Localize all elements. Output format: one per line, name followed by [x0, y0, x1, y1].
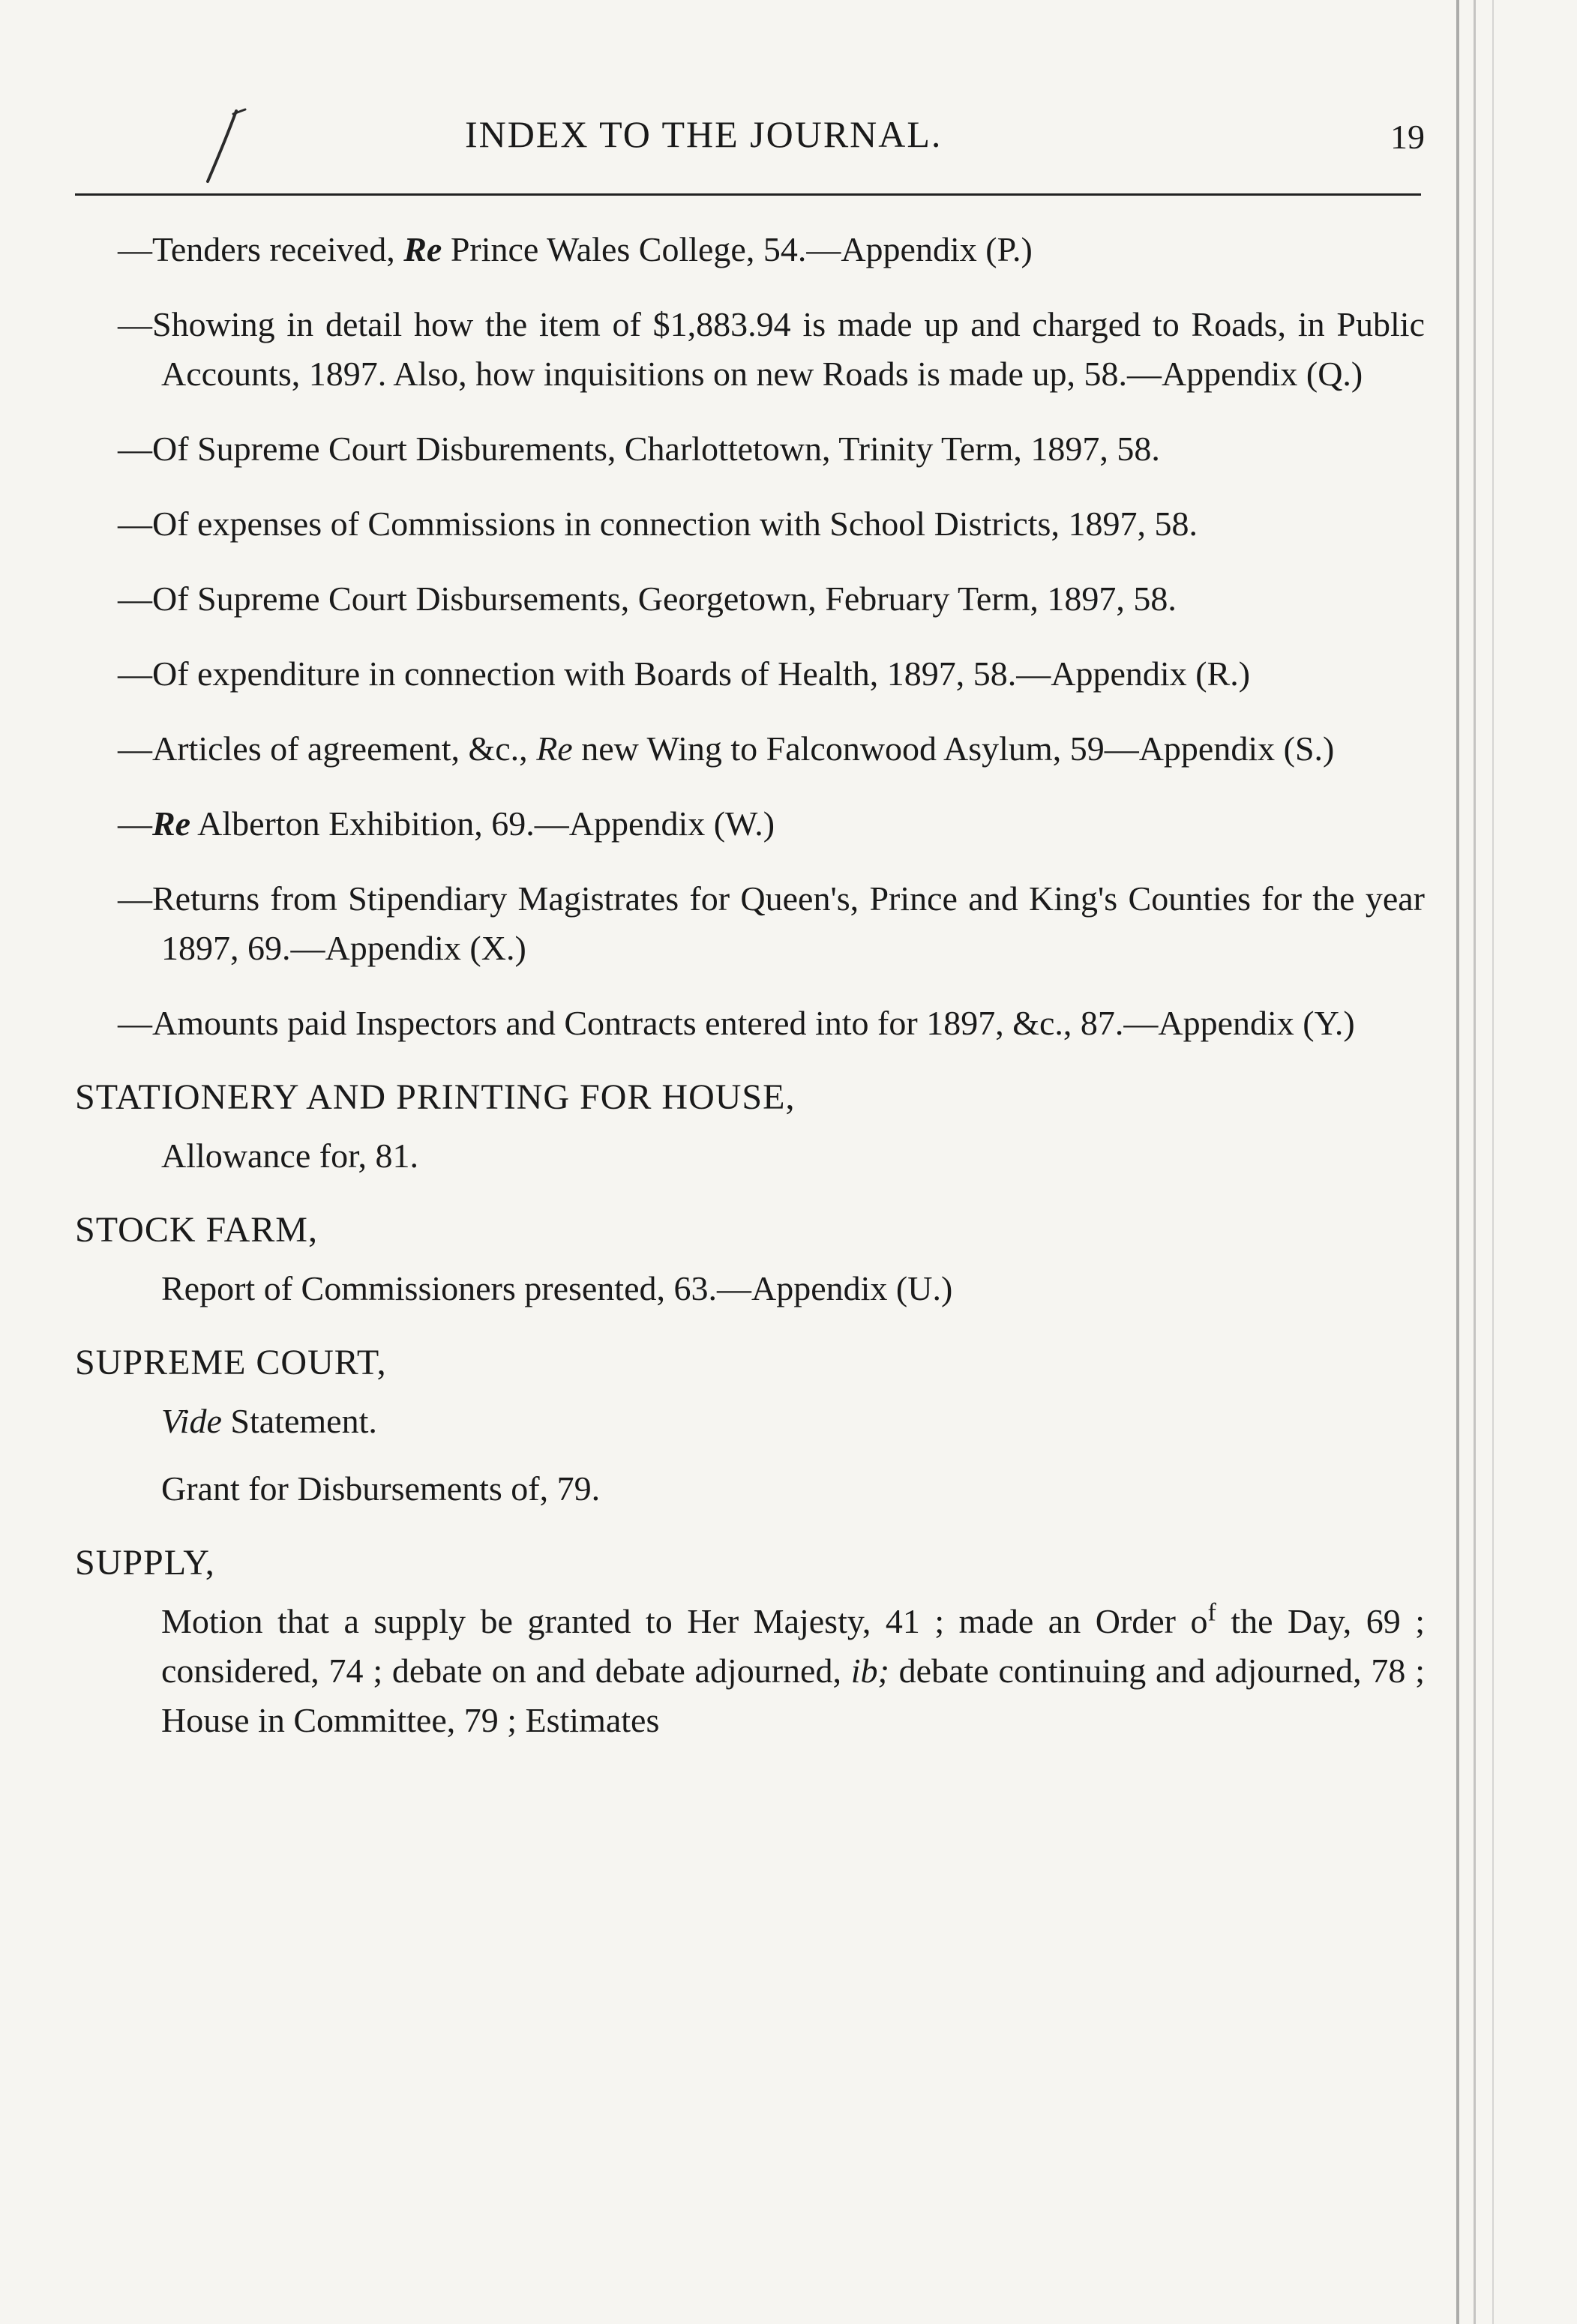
- section-heading-supply: SUPPLY,: [75, 1543, 215, 1583]
- index-entry: —Of Supreme Court Disburements, Charlottetown, Trinity Term, 1897, 58.: [118, 430, 1160, 468]
- index-entry: —Of Supreme Court Disbursements, Georgetown, February Term, 1897, 58.: [118, 580, 1177, 618]
- header-rule: [75, 193, 1421, 196]
- page-header: [75, 112, 1425, 157]
- sub-entry-paragraph: Motion that a supply be granted to Her Majesty, 41 ; made an Order $o^f$ the Day, 69 ; considered, 74 ; debate on and debate adjourned, ib; debate continuing and adjourned, 78 ; House in Committee, 79 ; Estimates: [161, 1598, 1425, 1739]
- sub-entry: Vide Statement.: [161, 1402, 377, 1440]
- section-heading-supreme-court: SUPREME COURT,: [75, 1343, 387, 1382]
- index-entry: —Tenders received, Re Prince Wales College, 54.—Appendix (P.): [118, 230, 1033, 268]
- binding-edge-line: [1474, 0, 1476, 2324]
- index-content: [75, 225, 1425, 1745]
- index-entry: —Showing in detail how the item of $1,883.94 is made up and charged to Roads, in Public Accounts, 1897. Also, how inquisitions on new Roads is made up, 58.—Appendix (Q.): [118, 305, 1425, 393]
- page-number: 19: [1390, 118, 1425, 156]
- page-title: INDEX TO THE JOURNAL.: [465, 113, 943, 155]
- sub-entry: Grant for Disbursements of, 79.: [161, 1469, 601, 1508]
- section-heading-stationery: STATIONERY AND PRINTING FOR HOUSE,: [75, 1077, 796, 1117]
- binding-edge-line: [1456, 0, 1459, 2324]
- index-entry: —Re Alberton Exhibition, 69.—Appendix (W.): [118, 804, 775, 843]
- index-entry: —Of expenditure in connection with Boards of Health, 1897, 58.—Appendix (R.): [118, 654, 1251, 693]
- section-heading-stock-farm: STOCK FARM,: [75, 1210, 318, 1250]
- sub-entry: Allowance for, 81.: [161, 1137, 419, 1175]
- index-entry: —Articles of agreement, &c., Re new Wing to Falconwood Asylum, 59—Appendix (S.): [118, 729, 1335, 768]
- index-entry: —Returns from Stipendiary Magistrates for Queen's, Prince and King's Counties for the year 1897, 69.—Appendix (X.): [118, 879, 1425, 967]
- binding-edge-line: [1492, 0, 1494, 2324]
- index-entry: —Of expenses of Commissions in connection with School Districts, 1897, 58.: [118, 505, 1198, 543]
- index-entry: —Amounts paid Inspectors and Contracts entered into for 1897, &c., 87.—Appendix (Y.): [118, 1004, 1355, 1042]
- sub-entry: Report of Commissioners presented, 63.—Appendix (U.): [161, 1269, 953, 1307]
